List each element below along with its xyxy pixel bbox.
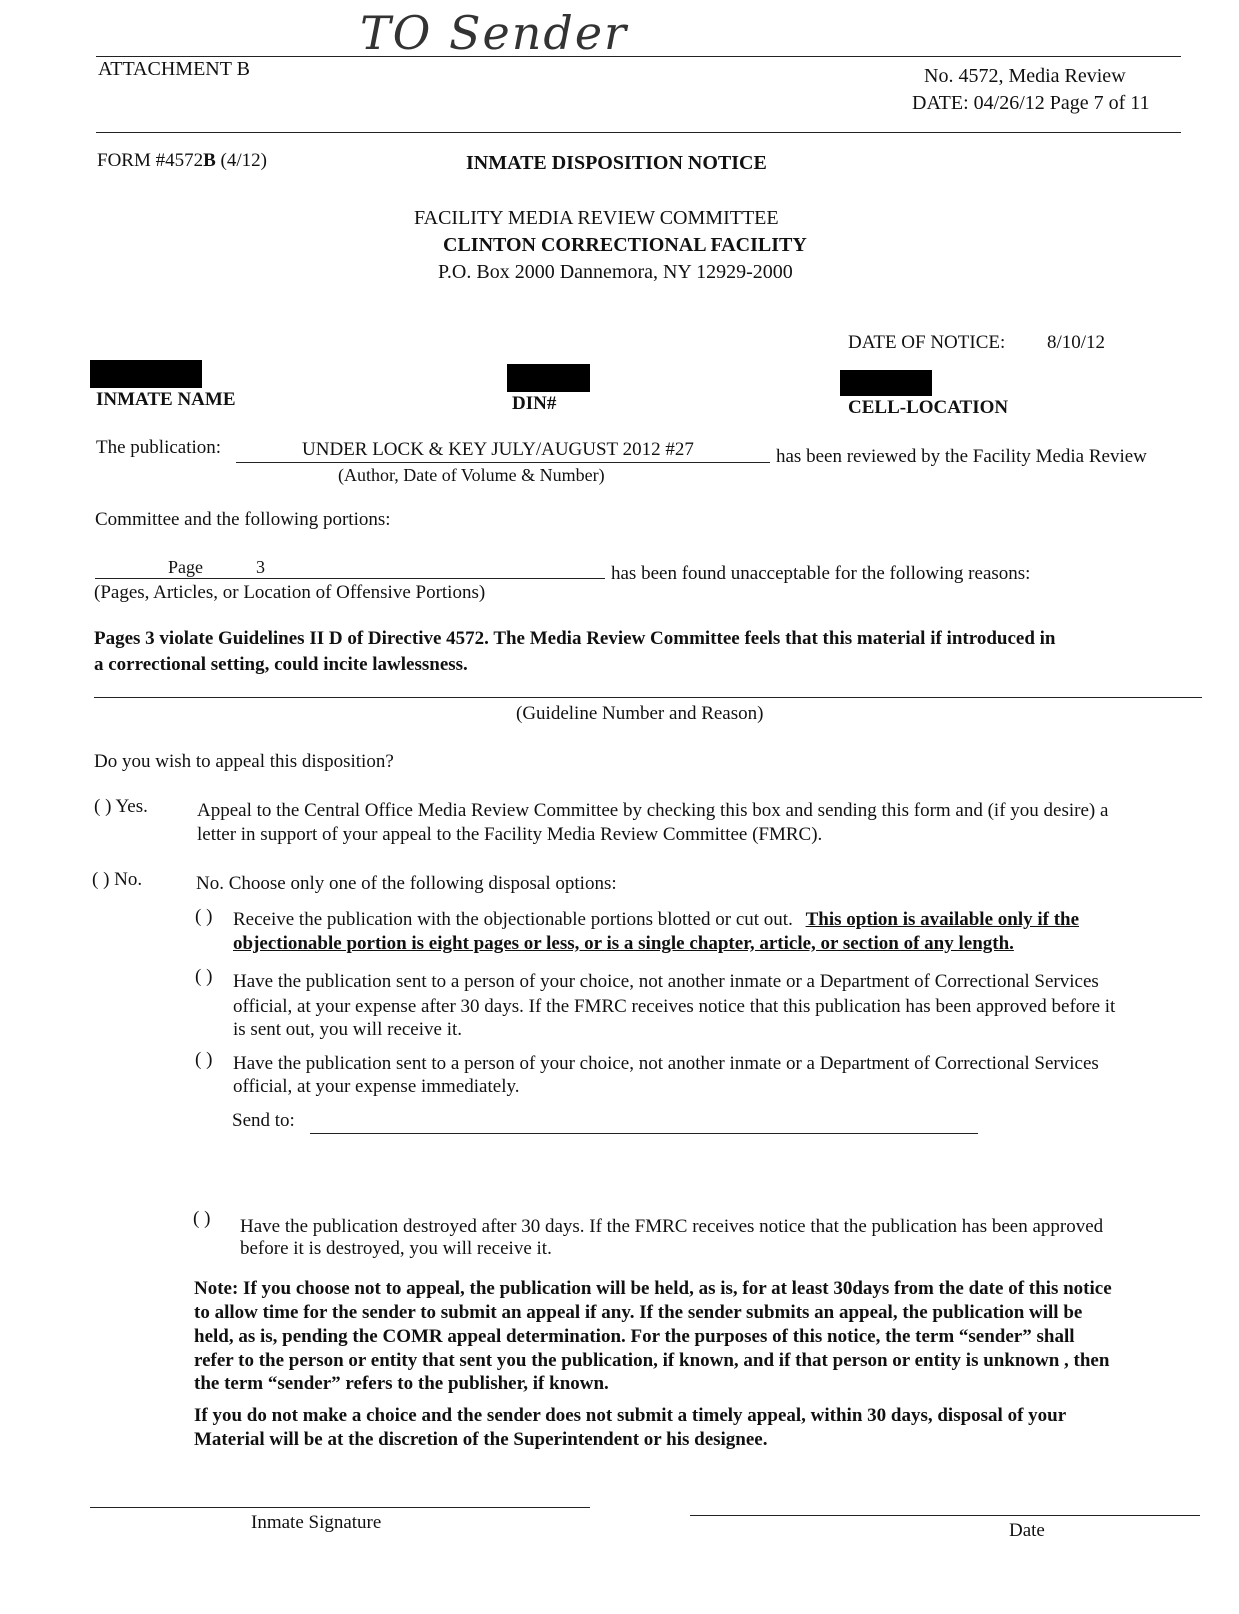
appeal-no-checkbox[interactable]: ( ) No.	[92, 869, 143, 890]
notice-date-label: DATE OF NOTICE:	[848, 332, 1006, 353]
facility-name: CLINTON CORRECTIONAL FACILITY	[443, 234, 807, 256]
attachment-label: ATTACHMENT B	[98, 58, 250, 80]
option-send-later-text-3: is sent out, you will receive it.	[233, 1019, 463, 1040]
facility-address: P.O. Box 2000 Dannemora, NY 12929-2000	[438, 261, 793, 283]
appeal-question: Do you wish to appeal this disposition?	[94, 751, 394, 772]
document-number: No. 4572, Media Review	[924, 65, 1126, 87]
committee-portions-text: Committee and the following portions:	[95, 509, 391, 530]
note-line-5: the term “sender” refers to the publisher, if known.	[194, 1373, 609, 1394]
option-blot-condition: objectionable portion is eight pages or less, or is a single chapter, article, or section of any length.	[233, 933, 1014, 954]
redacted-cell-location	[840, 370, 932, 396]
option-destroy-text-1: Have the publication destroyed after 30 days. If the FMRC receives notice that the publication has been approved	[240, 1216, 1104, 1237]
publication-label: The publication:	[96, 437, 222, 458]
redacted-inmate-name	[90, 360, 202, 388]
publication-title: UNDER LOCK & KEY JULY/AUGUST 2012 #27	[302, 439, 694, 460]
portions-unacceptable-text: has been found unacceptable for the following reasons:	[611, 563, 1031, 584]
date-label: Date	[1009, 1520, 1045, 1541]
portions-fill-line	[95, 578, 605, 579]
appeal-yes-checkbox[interactable]: ( ) Yes.	[94, 796, 148, 817]
option-send-now-text-1: Have the publication sent to a person of your choice, not another inmate or a Department of Correctional Services	[233, 1053, 1099, 1074]
reason-sub-label: (Guideline Number and Reason)	[516, 703, 764, 724]
send-to-field[interactable]	[310, 1133, 978, 1134]
portions-sub-label: (Pages, Articles, or Location of Offensive Portions)	[94, 582, 486, 603]
option-send-later-text-1: Have the publication sent to a person of your choice, not another inmate or a Department of Correctional Services	[233, 971, 1099, 992]
portions-page-value: 3	[256, 557, 265, 577]
option-destroy-checkbox[interactable]: ( )	[193, 1208, 211, 1229]
final-line-2: Material will be at the discretion of the Superintendent or his designee.	[194, 1429, 768, 1450]
inmate-signature-line[interactable]	[90, 1507, 590, 1508]
reason-rule	[94, 697, 1202, 698]
reason-line-2: a correctional setting, could incite lawlessness.	[94, 654, 468, 675]
send-to-label: Send to:	[232, 1110, 295, 1131]
option-destroy-text-2: before it is destroyed, you will receive it.	[240, 1238, 552, 1259]
option-blot-text: Receive the publication with the objectionable portions blotted or cut out. This option is available only if the	[233, 909, 1080, 930]
din-label: DIN#	[512, 393, 557, 414]
inmate-signature-label: Inmate Signature	[251, 1512, 382, 1533]
form-title: INMATE DISPOSITION NOTICE	[466, 152, 767, 174]
form-number: FORM #4572B (4/12)	[97, 150, 267, 171]
note-line-4: refer to the person or entity that sent you the publication, if known, and if that person or entity is unknown , then	[194, 1350, 1110, 1371]
publication-reviewed-text: has been reviewed by the Facility Media Review	[776, 446, 1147, 467]
final-line-1: If you do not make a choice and the sender does not submit a timely appeal, within 30 days, disposal of your	[194, 1405, 1067, 1426]
note-line-3: held, as is, pending the COMR appeal determination. For the purposes of this notice, the term “sender” shall	[194, 1326, 1075, 1347]
committee-name: FACILITY MEDIA REVIEW COMMITTEE	[414, 207, 779, 229]
inmate-name-label: INMATE NAME	[96, 389, 236, 410]
notice-date-value: 8/10/12	[1047, 332, 1106, 353]
option-send-later-text-2: official, at your expense after 30 days. If the FMRC receives notice that this publication has been approved before it	[233, 996, 1116, 1017]
redacted-din	[507, 364, 590, 392]
top-rule	[96, 56, 1181, 57]
option-send-later-checkbox[interactable]: ( )	[195, 966, 213, 987]
reason-line-1: Pages 3 violate Guidelines II D of Directive 4572. The Media Review Committee feels that this material if introduced in	[94, 628, 1056, 649]
portions-page-label: Page	[168, 557, 203, 577]
publication-sub-label: (Author, Date of Volume & Number)	[338, 465, 605, 485]
note-line-1: Note: If you choose not to appeal, the publication will be held, as is, for at least 30days from the date of this notice	[194, 1278, 1112, 1299]
appeal-yes-text-1: Appeal to the Central Office Media Review Committee by checking this box and sending this form and (if you desire) a	[197, 800, 1109, 821]
header-rule	[96, 132, 1181, 133]
date-signature-line[interactable]	[690, 1515, 1200, 1516]
option-blot-checkbox[interactable]: ( )	[195, 906, 213, 927]
option-send-now-text-2: official, at your expense immediately.	[233, 1076, 520, 1097]
handwritten-annotation: TO Sender	[360, 6, 629, 60]
cell-location-label: CELL-LOCATION	[848, 397, 1009, 418]
document-date-page: DATE: 04/26/12 Page 7 of 11	[912, 92, 1150, 114]
publication-fill-line	[236, 462, 770, 463]
appeal-yes-text-2: letter in support of your appeal to the Facility Media Review Committee (FMRC).	[197, 824, 823, 845]
note-line-2: to allow time for the sender to submit an appeal if any. If the sender submits an appeal, the publication will be	[194, 1302, 1083, 1323]
appeal-no-text: No. Choose only one of the following disposal options:	[196, 873, 617, 894]
option-send-now-checkbox[interactable]: ( )	[195, 1049, 213, 1070]
